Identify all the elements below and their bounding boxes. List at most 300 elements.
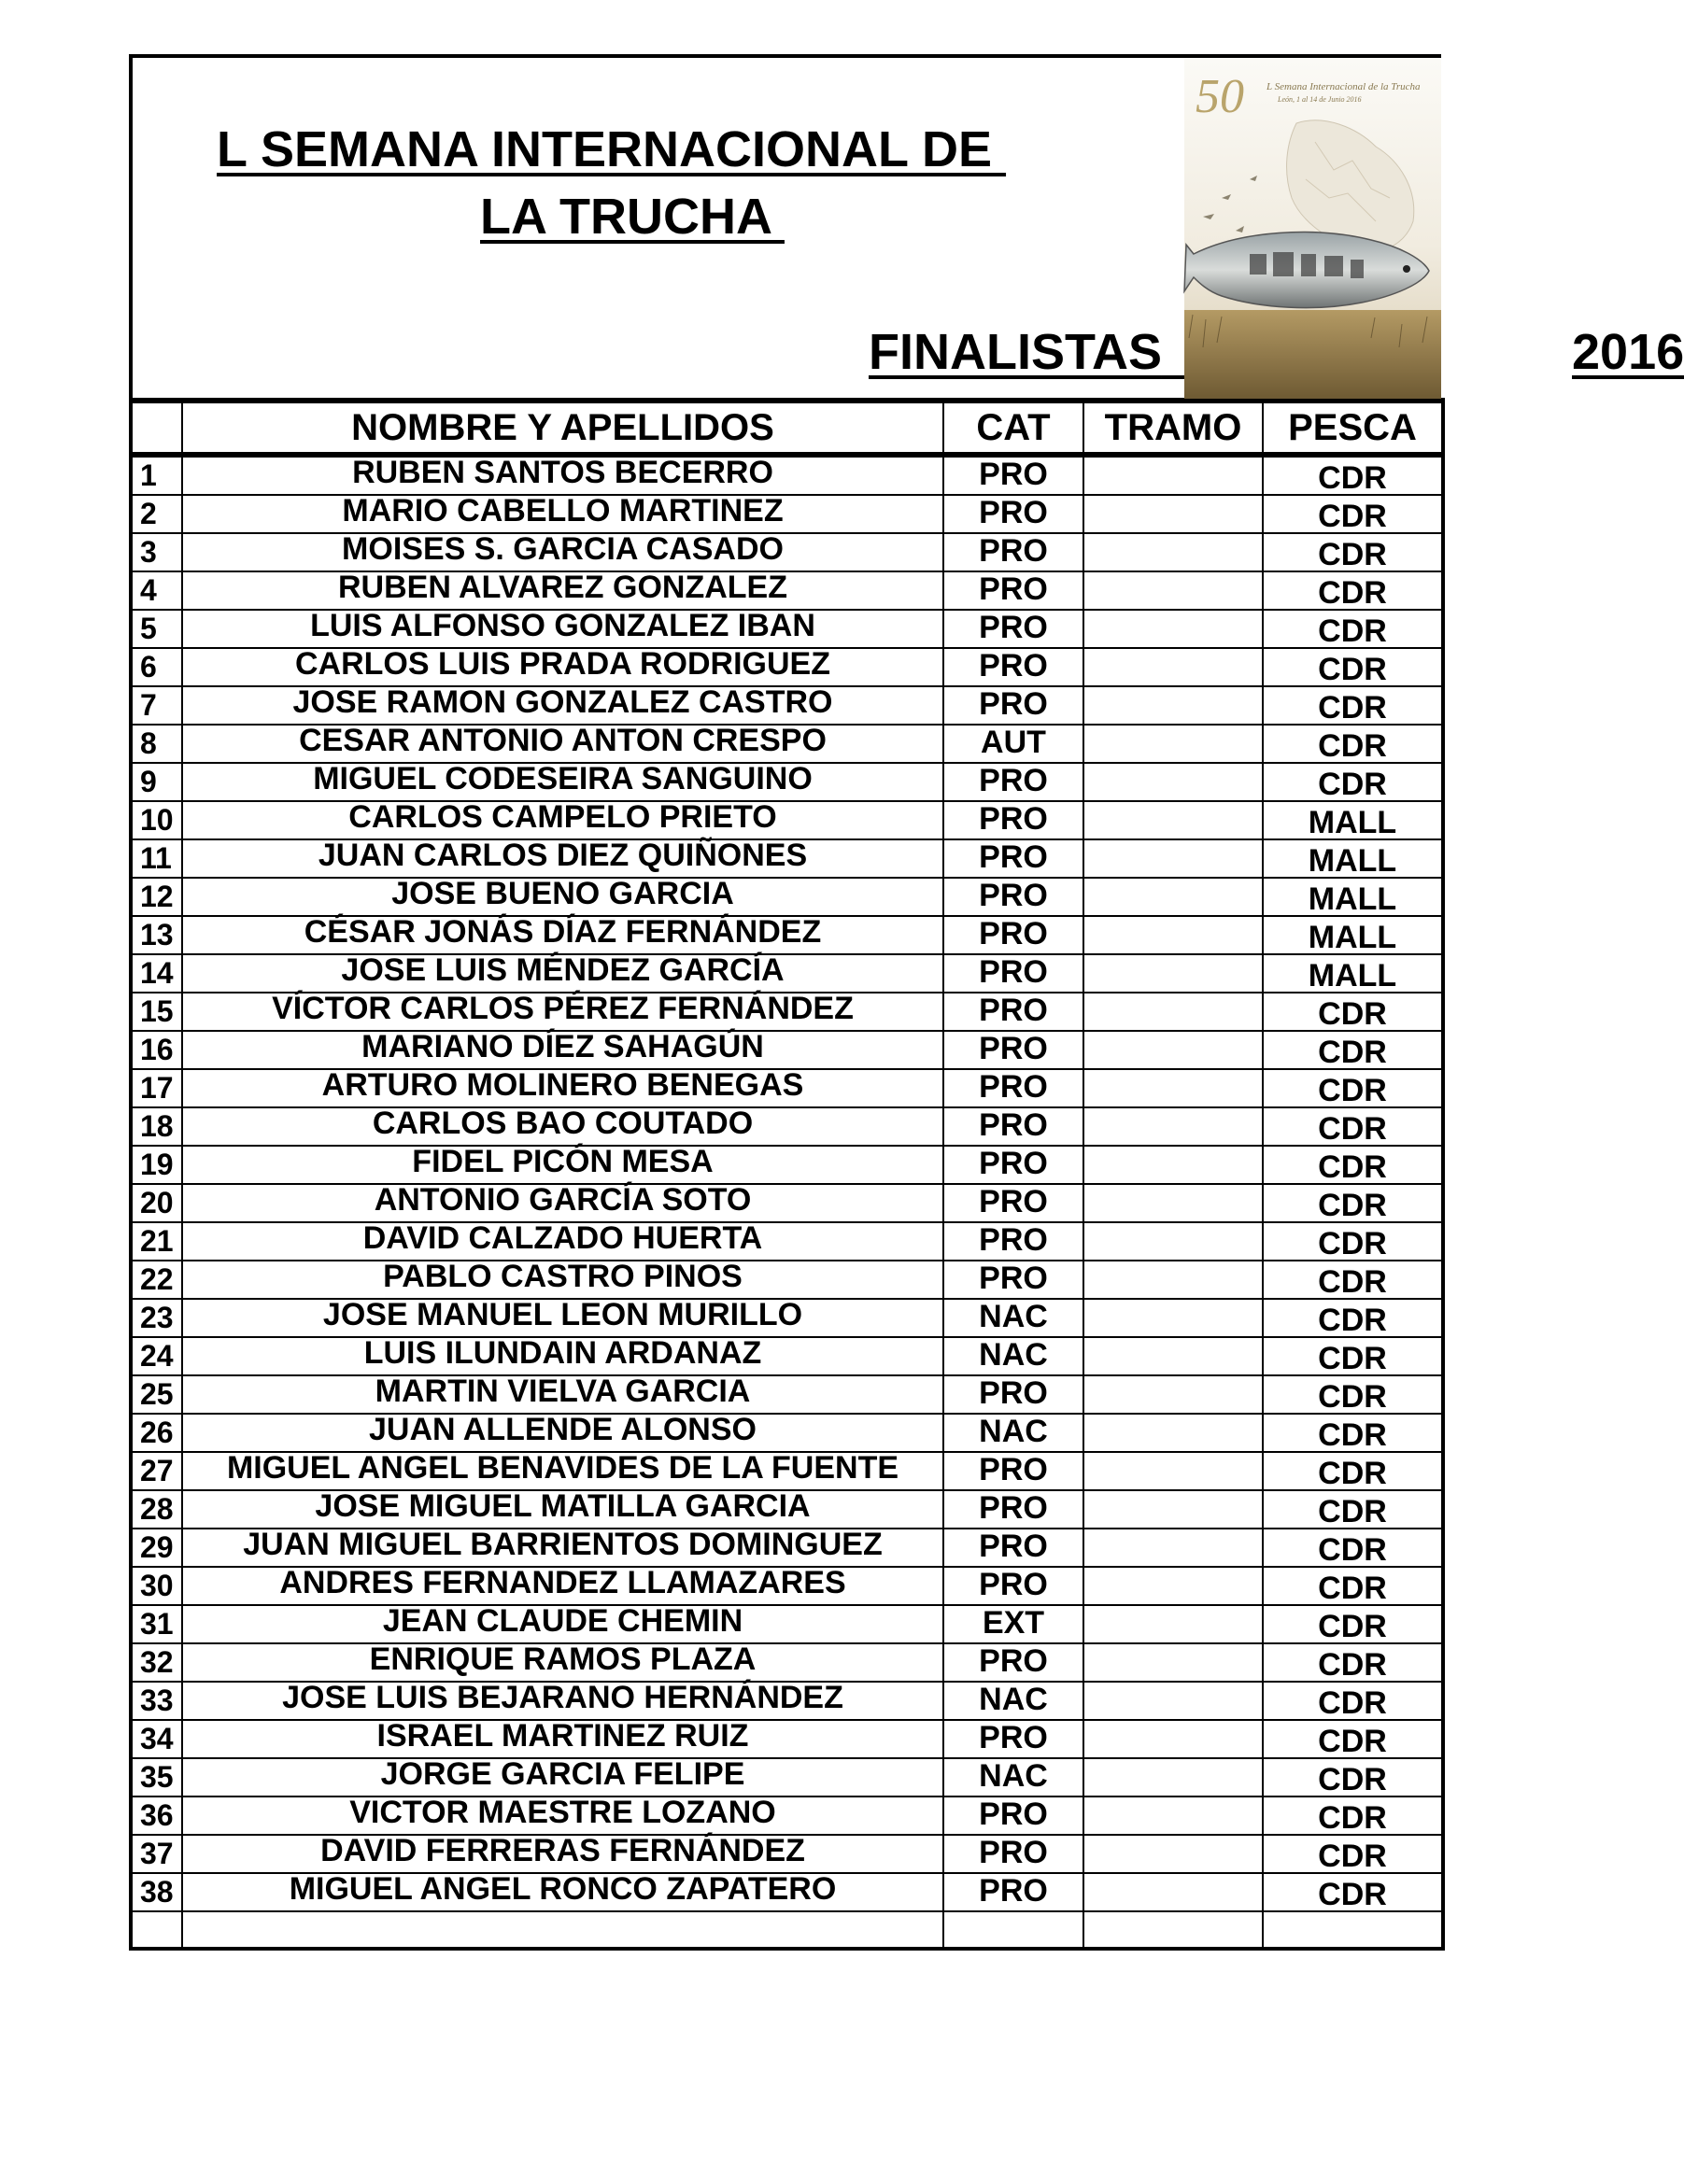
row-number-cell bbox=[131, 1529, 182, 1567]
row-category: NAC bbox=[979, 1337, 1048, 1373]
row-pesca-cell bbox=[1263, 954, 1443, 993]
row-pesca: CDR bbox=[1318, 1456, 1387, 1491]
row-name-cell bbox=[182, 533, 943, 571]
row-pesca: CDR bbox=[1318, 1800, 1387, 1836]
row-category-cell bbox=[943, 993, 1083, 1031]
row-number-cell bbox=[131, 571, 182, 610]
logo-number: 50 bbox=[1196, 70, 1244, 123]
row-name-cell bbox=[182, 1375, 943, 1414]
row-number-cell bbox=[131, 610, 182, 648]
row-pesca-cell bbox=[1263, 1452, 1443, 1490]
row-pesca: MALL bbox=[1308, 805, 1397, 840]
row-name-cell bbox=[182, 571, 943, 610]
row-pesca: CDR bbox=[1318, 1035, 1387, 1070]
row-category: PRO bbox=[979, 839, 1048, 875]
table-row bbox=[131, 571, 1443, 610]
row-category-cell bbox=[943, 1529, 1083, 1567]
row-number: 8 bbox=[140, 726, 157, 760]
subtitle bbox=[217, 324, 1684, 380]
row-tramo-cell bbox=[1083, 455, 1263, 495]
row-tramo-cell bbox=[1083, 1720, 1263, 1758]
row-category-cell bbox=[943, 1146, 1083, 1184]
row-pesca: CDR bbox=[1318, 613, 1387, 649]
row-name-cell bbox=[182, 1107, 943, 1146]
row-name: ANDRES FERNANDEZ LLAMAZARES bbox=[279, 1565, 846, 1600]
row-category-cell bbox=[943, 1261, 1083, 1299]
table-row bbox=[131, 533, 1443, 571]
row-number-cell bbox=[131, 801, 182, 839]
row-pesca: CDR bbox=[1318, 1379, 1387, 1415]
row-category: PRO bbox=[979, 686, 1048, 722]
row-category: NAC bbox=[979, 1758, 1048, 1794]
table-row bbox=[131, 1873, 1443, 1911]
row-name-cell bbox=[182, 495, 943, 533]
table-header-row bbox=[131, 401, 1443, 455]
row-tramo-cell bbox=[1083, 993, 1263, 1031]
row-name-cell bbox=[182, 916, 943, 954]
table-row bbox=[131, 1720, 1443, 1758]
row-pesca-cell bbox=[1263, 1375, 1443, 1414]
row-pesca-cell bbox=[1263, 878, 1443, 916]
row-number: 28 bbox=[140, 1492, 174, 1526]
row-pesca-cell bbox=[1263, 610, 1443, 648]
row-category: PRO bbox=[979, 1069, 1048, 1105]
row-tramo-cell bbox=[1083, 1835, 1263, 1873]
row-name: MOISES S. GARCIA CASADO bbox=[342, 531, 784, 567]
row-number-cell bbox=[131, 1682, 182, 1720]
row-category: PRO bbox=[979, 1452, 1048, 1487]
row-name: MIGUEL CODESEIRA SANGUINO bbox=[313, 761, 813, 796]
row-pesca: CDR bbox=[1318, 1226, 1387, 1261]
row-number: 23 bbox=[140, 1301, 174, 1334]
row-name-cell bbox=[182, 878, 943, 916]
row-tramo-cell bbox=[1083, 495, 1263, 533]
row-tramo-cell bbox=[1083, 1452, 1263, 1490]
row-category: PRO bbox=[979, 916, 1048, 951]
row-category: PRO bbox=[979, 1797, 1048, 1832]
row-number: 27 bbox=[140, 1454, 174, 1487]
row-category-cell bbox=[943, 533, 1083, 571]
row-name-cell bbox=[182, 1529, 943, 1567]
row-number-cell bbox=[131, 878, 182, 916]
row-category-cell bbox=[943, 610, 1083, 648]
row-name: CESAR ANTONIO ANTON CRESPO bbox=[299, 723, 827, 758]
row-number-cell bbox=[131, 1797, 182, 1835]
row-pesca: CDR bbox=[1318, 1494, 1387, 1529]
table-row bbox=[131, 954, 1443, 993]
row-category: PRO bbox=[979, 457, 1048, 492]
row-number-cell bbox=[131, 1643, 182, 1682]
row-tramo-cell bbox=[1083, 1031, 1263, 1069]
row-pesca-cell bbox=[1263, 725, 1443, 763]
row-category: NAC bbox=[979, 1414, 1048, 1449]
row-number: 5 bbox=[140, 612, 157, 645]
row-name-cell bbox=[182, 1337, 943, 1375]
row-pesca: MALL bbox=[1308, 881, 1397, 917]
row-category: PRO bbox=[979, 1643, 1048, 1679]
row-pesca: CDR bbox=[1318, 1609, 1387, 1644]
column-header-pesca: PESCA bbox=[1263, 401, 1443, 455]
row-category: PRO bbox=[979, 763, 1048, 798]
row-pesca: MALL bbox=[1308, 958, 1397, 993]
table-row bbox=[131, 610, 1443, 648]
row-tramo-cell bbox=[1083, 1567, 1263, 1605]
row-pesca-cell bbox=[1263, 1337, 1443, 1375]
row-category: PRO bbox=[979, 533, 1048, 569]
title-line-1 bbox=[217, 121, 1151, 177]
row-category-cell bbox=[943, 1069, 1083, 1107]
row-name-cell bbox=[182, 1452, 943, 1490]
row-category-cell bbox=[943, 1911, 1083, 1949]
row-tramo-cell bbox=[1083, 1222, 1263, 1261]
row-category-cell bbox=[943, 1605, 1083, 1643]
row-pesca-cell bbox=[1263, 1107, 1443, 1146]
row-name: MIGUEL ANGEL RONCO ZAPATERO bbox=[289, 1871, 837, 1907]
row-pesca: MALL bbox=[1308, 843, 1397, 879]
row-name: MARTIN VIELVA GARCIA bbox=[375, 1374, 751, 1409]
row-category: PRO bbox=[979, 1107, 1048, 1143]
row-number: 6 bbox=[140, 650, 157, 683]
row-name: JOSE MANUEL LEON MURILLO bbox=[322, 1297, 803, 1332]
row-number: 25 bbox=[140, 1377, 174, 1411]
row-number-cell bbox=[131, 916, 182, 954]
row-name: JEAN CLAUDE CHEMIN bbox=[382, 1603, 743, 1639]
row-number: 10 bbox=[140, 803, 174, 837]
row-number-cell bbox=[131, 1222, 182, 1261]
row-tramo-cell bbox=[1083, 1337, 1263, 1375]
row-number: 32 bbox=[140, 1645, 174, 1679]
row-category-cell bbox=[943, 801, 1083, 839]
row-pesca-cell bbox=[1263, 1797, 1443, 1835]
row-pesca: CDR bbox=[1318, 1341, 1387, 1376]
row-pesca-cell bbox=[1263, 571, 1443, 610]
row-name-cell bbox=[182, 993, 943, 1031]
row-category-cell bbox=[943, 571, 1083, 610]
row-pesca-cell bbox=[1263, 648, 1443, 686]
row-pesca-cell bbox=[1263, 1414, 1443, 1452]
row-tramo-cell bbox=[1083, 1299, 1263, 1337]
row-category-cell bbox=[943, 1682, 1083, 1720]
row-pesca: CDR bbox=[1318, 1073, 1387, 1108]
row-number: 31 bbox=[140, 1607, 174, 1641]
row-number-cell bbox=[131, 533, 182, 571]
row-pesca: CDR bbox=[1318, 690, 1387, 726]
row-pesca: MALL bbox=[1308, 920, 1397, 955]
row-name-cell bbox=[182, 1567, 943, 1605]
row-name: JOSE RAMON GONZALEZ CASTRO bbox=[292, 684, 833, 720]
row-name-cell bbox=[182, 1490, 943, 1529]
row-tramo-cell bbox=[1083, 686, 1263, 725]
table-row bbox=[131, 1031, 1443, 1069]
column-header-name: NOMBRE Y APELLIDOS bbox=[182, 401, 943, 455]
row-number-cell bbox=[131, 1452, 182, 1490]
row-pesca: CDR bbox=[1318, 499, 1387, 534]
row-pesca-cell bbox=[1263, 1720, 1443, 1758]
table-row bbox=[131, 1069, 1443, 1107]
row-number: 26 bbox=[140, 1416, 174, 1449]
row-number: 12 bbox=[140, 880, 174, 913]
row-tramo-cell bbox=[1083, 839, 1263, 878]
row-name-cell bbox=[182, 1643, 943, 1682]
row-pesca-cell bbox=[1263, 916, 1443, 954]
row-number-cell bbox=[131, 648, 182, 686]
row-tramo-cell bbox=[1083, 610, 1263, 648]
row-pesca: CDR bbox=[1318, 1417, 1387, 1453]
finalists-table bbox=[129, 398, 1445, 1951]
row-name: RUBEN ALVAREZ GONZALEZ bbox=[337, 570, 787, 605]
row-category-cell bbox=[943, 1375, 1083, 1414]
row-number-cell bbox=[131, 1375, 182, 1414]
row-number-cell bbox=[131, 1605, 182, 1643]
row-name-cell bbox=[182, 1911, 943, 1949]
row-number: 30 bbox=[140, 1569, 174, 1602]
row-number: 22 bbox=[140, 1262, 174, 1296]
row-name: JOSE LUIS MÉNDEZ GARCÍA bbox=[341, 952, 785, 988]
table-row bbox=[131, 1414, 1443, 1452]
title-text-2: LA TRUCHA bbox=[480, 189, 785, 245]
row-name: JOSE BUENO GARCIA bbox=[391, 876, 734, 911]
row-category: PRO bbox=[979, 1184, 1048, 1219]
row-number-cell bbox=[131, 763, 182, 801]
logo-caption: L Semana Internacional de la Trucha bbox=[1267, 81, 1421, 92]
row-pesca: CDR bbox=[1318, 652, 1387, 687]
row-tramo-cell bbox=[1083, 1758, 1263, 1797]
row-number: 36 bbox=[140, 1798, 174, 1832]
header-box bbox=[129, 54, 1684, 398]
row-category-cell bbox=[943, 916, 1083, 954]
row-tramo-cell bbox=[1083, 1261, 1263, 1299]
row-category: PRO bbox=[979, 1222, 1048, 1258]
row-name: LUIS ILUNDAIN ARDANAZ bbox=[363, 1335, 762, 1371]
row-category: PRO bbox=[979, 1031, 1048, 1066]
row-number: 18 bbox=[140, 1109, 174, 1143]
row-pesca-cell bbox=[1263, 839, 1443, 878]
row-number: 7 bbox=[140, 688, 157, 722]
row-category-cell bbox=[943, 878, 1083, 916]
table-row bbox=[131, 1529, 1443, 1567]
title-text-1: L SEMANA INTERNACIONAL DE bbox=[217, 121, 1007, 177]
row-tramo-cell bbox=[1083, 1643, 1263, 1682]
row-category: PRO bbox=[979, 1261, 1048, 1296]
row-pesca-cell bbox=[1263, 1490, 1443, 1529]
row-tramo-cell bbox=[1083, 1107, 1263, 1146]
subtitle-year: 2016 bbox=[1572, 324, 1684, 380]
row-number-cell bbox=[131, 1184, 182, 1222]
row-pesca: CDR bbox=[1318, 767, 1387, 802]
table-row bbox=[131, 455, 1443, 495]
row-pesca: CDR bbox=[1318, 728, 1387, 764]
row-tramo-cell bbox=[1083, 916, 1263, 954]
row-category-cell bbox=[943, 1835, 1083, 1873]
row-name-cell bbox=[182, 1758, 943, 1797]
table-row bbox=[131, 1682, 1443, 1720]
row-category: PRO bbox=[979, 1873, 1048, 1909]
row-category-cell bbox=[943, 954, 1083, 993]
row-pesca: CDR bbox=[1318, 1111, 1387, 1147]
row-name: JUAN CARLOS DIEZ QUIÑONES bbox=[318, 838, 808, 873]
row-number-cell bbox=[131, 725, 182, 763]
row-tramo-cell bbox=[1083, 725, 1263, 763]
row-number: 16 bbox=[140, 1033, 174, 1066]
row-number-cell bbox=[131, 686, 182, 725]
row-category: PRO bbox=[979, 1375, 1048, 1411]
table-row bbox=[131, 686, 1443, 725]
row-tramo-cell bbox=[1083, 1529, 1263, 1567]
event-logo-image bbox=[1184, 58, 1441, 399]
row-pesca-cell bbox=[1263, 1643, 1443, 1682]
row-pesca-cell bbox=[1263, 801, 1443, 839]
row-number: 15 bbox=[140, 994, 174, 1028]
table-row bbox=[131, 648, 1443, 686]
row-pesca: CDR bbox=[1318, 1762, 1387, 1797]
row-name-cell bbox=[182, 763, 943, 801]
row-number-cell bbox=[131, 1873, 182, 1911]
row-category: NAC bbox=[979, 1682, 1048, 1717]
row-category-cell bbox=[943, 1567, 1083, 1605]
row-name: MARIANO DÍEZ SAHAGÚN bbox=[361, 1029, 764, 1064]
row-pesca-cell bbox=[1263, 1031, 1443, 1069]
row-name: JUAN MIGUEL BARRIENTOS DOMINGUEZ bbox=[243, 1527, 883, 1562]
row-number: 21 bbox=[140, 1224, 174, 1258]
row-name: LUIS ALFONSO GONZALEZ IBAN bbox=[310, 608, 815, 643]
row-category-cell bbox=[943, 1184, 1083, 1222]
row-name-cell bbox=[182, 1414, 943, 1452]
row-number-cell bbox=[131, 495, 182, 533]
row-name-cell bbox=[182, 1605, 943, 1643]
row-pesca: CDR bbox=[1318, 1303, 1387, 1338]
table-row bbox=[131, 878, 1443, 916]
table-row bbox=[131, 1452, 1443, 1490]
row-category-cell bbox=[943, 686, 1083, 725]
table-row bbox=[131, 1797, 1443, 1835]
row-category: PRO bbox=[979, 571, 1048, 607]
subtitle-label: FINALISTAS bbox=[869, 324, 1162, 380]
row-name-cell bbox=[182, 1261, 943, 1299]
row-number-cell bbox=[131, 1758, 182, 1797]
table-row bbox=[131, 1299, 1443, 1337]
row-category-cell bbox=[943, 1414, 1083, 1452]
table-row bbox=[131, 1222, 1443, 1261]
row-tramo-cell bbox=[1083, 571, 1263, 610]
row-category: PRO bbox=[979, 1567, 1048, 1602]
row-name-cell bbox=[182, 610, 943, 648]
row-tramo-cell bbox=[1083, 1146, 1263, 1184]
table-row bbox=[131, 993, 1443, 1031]
table-row bbox=[131, 1146, 1443, 1184]
row-tramo-cell bbox=[1083, 954, 1263, 993]
row-pesca: CDR bbox=[1318, 1877, 1387, 1912]
row-name-cell bbox=[182, 1146, 943, 1184]
row-number: 38 bbox=[140, 1875, 174, 1909]
row-pesca: CDR bbox=[1318, 996, 1387, 1032]
row-pesca-cell bbox=[1263, 1069, 1443, 1107]
row-pesca-cell bbox=[1263, 533, 1443, 571]
row-category-cell bbox=[943, 725, 1083, 763]
row-name-cell bbox=[182, 1835, 943, 1873]
row-tramo-cell bbox=[1083, 1069, 1263, 1107]
table-row bbox=[131, 801, 1443, 839]
row-category: PRO bbox=[979, 801, 1048, 837]
row-number: 3 bbox=[140, 535, 157, 569]
row-name-cell bbox=[182, 839, 943, 878]
row-category: AUT bbox=[981, 725, 1046, 760]
row-tramo-cell bbox=[1083, 1184, 1263, 1222]
row-name: ARTURO MOLINERO BENEGAS bbox=[321, 1067, 804, 1103]
row-name-cell bbox=[182, 1031, 943, 1069]
row-pesca: CDR bbox=[1318, 1724, 1387, 1759]
row-pesca-cell bbox=[1263, 1261, 1443, 1299]
row-tramo-cell bbox=[1083, 648, 1263, 686]
row-number: 34 bbox=[140, 1722, 174, 1755]
table-row bbox=[131, 1261, 1443, 1299]
table-row bbox=[131, 1758, 1443, 1797]
table-body bbox=[131, 455, 1443, 1949]
row-category-cell bbox=[943, 1873, 1083, 1911]
row-number: 17 bbox=[140, 1071, 174, 1105]
row-category-cell bbox=[943, 455, 1083, 495]
row-number-cell bbox=[131, 1720, 182, 1758]
row-category: PRO bbox=[979, 1529, 1048, 1564]
row-name-cell bbox=[182, 1069, 943, 1107]
row-pesca: CDR bbox=[1318, 537, 1387, 572]
row-number-cell bbox=[131, 993, 182, 1031]
row-tramo-cell bbox=[1083, 1873, 1263, 1911]
column-header-number bbox=[131, 401, 182, 455]
row-pesca-cell bbox=[1263, 1299, 1443, 1337]
row-name-cell bbox=[182, 1184, 943, 1222]
row-pesca-cell bbox=[1263, 1146, 1443, 1184]
row-name: JOSE LUIS BEJARANO HERNÁNDEZ bbox=[282, 1680, 843, 1715]
row-number-cell bbox=[131, 1069, 182, 1107]
table-row bbox=[131, 763, 1443, 801]
row-category-cell bbox=[943, 648, 1083, 686]
row-name: DAVID CALZADO HUERTA bbox=[362, 1220, 763, 1256]
table-row bbox=[131, 1643, 1443, 1682]
row-number: 33 bbox=[140, 1684, 174, 1717]
row-number: 19 bbox=[140, 1148, 174, 1181]
row-name: DAVID FERRERAS FERNÁNDEZ bbox=[320, 1833, 805, 1868]
row-number-cell bbox=[131, 455, 182, 495]
row-tramo-cell bbox=[1083, 1682, 1263, 1720]
row-pesca-cell bbox=[1263, 495, 1443, 533]
row-name: ENRIQUE RAMOS PLAZA bbox=[369, 1642, 757, 1677]
row-pesca-cell bbox=[1263, 1184, 1443, 1222]
row-number: 13 bbox=[140, 918, 174, 951]
row-number: 37 bbox=[140, 1837, 174, 1870]
row-number-cell bbox=[131, 1107, 182, 1146]
row-pesca-cell bbox=[1263, 1682, 1443, 1720]
row-category: NAC bbox=[979, 1299, 1048, 1334]
row-category: PRO bbox=[979, 993, 1048, 1028]
row-pesca: CDR bbox=[1318, 1532, 1387, 1568]
row-category: PRO bbox=[979, 954, 1048, 990]
row-name-cell bbox=[182, 954, 943, 993]
row-tramo-cell bbox=[1083, 878, 1263, 916]
row-category-cell bbox=[943, 1452, 1083, 1490]
row-name: CARLOS LUIS PRADA RODRIGUEZ bbox=[295, 646, 830, 682]
row-name-cell bbox=[182, 801, 943, 839]
row-number-cell bbox=[131, 954, 182, 993]
row-pesca: CDR bbox=[1318, 1839, 1387, 1874]
row-number: 9 bbox=[140, 765, 157, 798]
row-tramo-cell bbox=[1083, 801, 1263, 839]
row-name: MARIO CABELLO MARTINEZ bbox=[342, 493, 784, 528]
table-row bbox=[131, 725, 1443, 763]
row-name: VICTOR MAESTRE LOZANO bbox=[349, 1795, 776, 1830]
row-pesca-cell bbox=[1263, 1605, 1443, 1643]
row-name-cell bbox=[182, 1222, 943, 1261]
row-category-cell bbox=[943, 1490, 1083, 1529]
